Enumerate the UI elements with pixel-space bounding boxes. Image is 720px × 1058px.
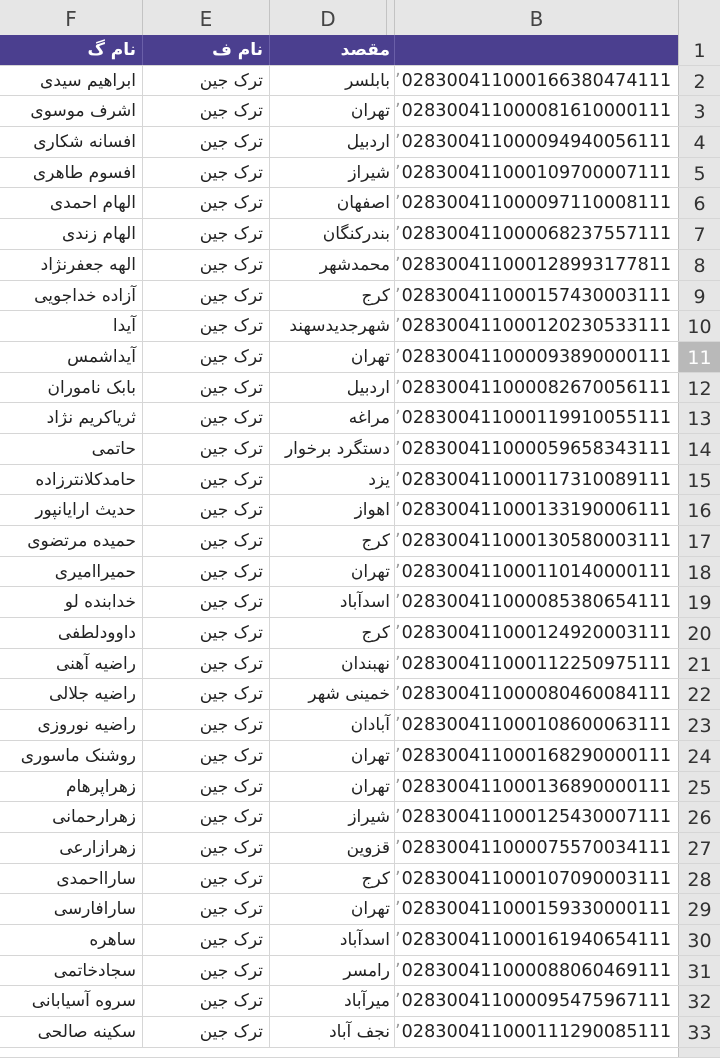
account-number-text: 028300411000109700007111: [401, 162, 672, 183]
cell-account-number[interactable]: [394, 618, 678, 648]
row-number[interactable]: 11: [678, 342, 720, 372]
cell-destination[interactable]: اسدآباد: [269, 587, 394, 617]
account-number-text: 028300411000120230533111: [401, 316, 672, 337]
cell-last-name[interactable]: ترک جین: [142, 618, 269, 648]
cell-first-name[interactable]: روشنک ماسوری: [20, 745, 136, 766]
cell-account-number[interactable]: [394, 956, 678, 986]
table-row: [0, 158, 720, 189]
cell-destination[interactable]: تهران: [269, 741, 394, 771]
table-row: [0, 434, 720, 465]
table-row: [0, 925, 720, 956]
text-prefix-apostrophe-icon: ʼ: [395, 899, 401, 920]
account-number-text: 028300411000168290000111: [401, 745, 672, 766]
cell-account-number[interactable]: [394, 250, 678, 280]
account-number-text: 028300411000080460084111: [401, 684, 672, 705]
account-number-text: 028300411000157430003111: [401, 285, 672, 306]
text-prefix-apostrophe-icon: ʼ: [395, 70, 401, 91]
cell-account-number[interactable]: [394, 158, 678, 188]
text-prefix-apostrophe-icon: ʼ: [395, 745, 401, 766]
table-row: [0, 772, 720, 803]
text-prefix-apostrophe-icon: ʼ: [395, 193, 401, 214]
cell-last-name[interactable]: ترک جین: [142, 679, 269, 709]
cell-last-name[interactable]: ترک جین: [142, 802, 269, 832]
table-row: [0, 864, 720, 895]
cell-account-number[interactable]: [394, 188, 678, 218]
cell-destination[interactable]: دستگرد برخوار: [269, 434, 394, 464]
cell-account-number[interactable]: [394, 833, 678, 863]
cell-first-name[interactable]: راضیه نوروزی: [37, 715, 136, 736]
cell-destination[interactable]: شیراز: [269, 802, 394, 832]
cell-destination[interactable]: تهران: [269, 557, 394, 587]
account-number-text: 028300411000128993177811: [401, 254, 672, 275]
row-number[interactable]: 32: [678, 986, 720, 1016]
cell-account-number[interactable]: [394, 281, 678, 311]
cell-account-number[interactable]: [394, 649, 678, 679]
row-number[interactable]: 25: [678, 772, 720, 802]
account-number-text: 028300411000124920003111: [401, 623, 672, 644]
cell-destination[interactable]: خمینی شهر: [269, 679, 394, 709]
cell-account-number[interactable]: [394, 710, 678, 740]
row-number[interactable]: 29: [678, 894, 720, 924]
cell-account-number[interactable]: [394, 373, 678, 403]
row-number[interactable]: 23: [678, 710, 720, 740]
table-row: [0, 741, 720, 772]
cell-first-name[interactable]: حاتمی: [91, 438, 136, 459]
text-prefix-apostrophe-icon: ʼ: [395, 377, 401, 398]
cell-first-name[interactable]: افسوم طاهری: [32, 162, 136, 183]
column-header-e[interactable]: E: [142, 0, 269, 35]
cell-first-name[interactable]: اشرف موسوی: [30, 101, 136, 122]
cell-first-name[interactable]: حدیث ارایانپور: [35, 500, 136, 521]
cell-last-name[interactable]: ترک جین: [142, 1017, 269, 1047]
table-row: [0, 649, 720, 680]
account-number-text: 028300411000085380654111: [401, 592, 672, 613]
cell-account-number[interactable]: [394, 679, 678, 709]
cell-destination[interactable]: اردبیل: [269, 127, 394, 157]
table-row: [0, 557, 720, 588]
cell-first-name[interactable]: آیداشمس: [67, 346, 136, 367]
cell-account-number[interactable]: [394, 403, 678, 433]
row-number[interactable]: 17: [678, 526, 720, 556]
cell-destination[interactable]: اسدآباد: [269, 925, 394, 955]
cell-destination[interactable]: کرج: [269, 864, 394, 894]
cell-first-name[interactable]: سارااحمدی: [56, 868, 136, 889]
header-cell-destination[interactable]: مقصد: [269, 35, 394, 65]
account-number-text: 028300411000081610000111: [401, 101, 672, 122]
row-number[interactable]: 30: [678, 925, 720, 955]
table-row: [0, 188, 720, 219]
cell-destination[interactable]: محمدشهر: [269, 250, 394, 280]
cell-destination[interactable]: مراغه: [269, 403, 394, 433]
account-number-text: 028300411000095475967111: [401, 991, 672, 1012]
row-number[interactable]: 7: [678, 219, 720, 249]
table-row: [0, 986, 720, 1017]
text-prefix-apostrophe-icon: ʼ: [395, 623, 401, 644]
text-prefix-apostrophe-icon: ʼ: [395, 776, 401, 797]
cell-last-name[interactable]: ترک جین: [142, 373, 269, 403]
row-number[interactable]: 24: [678, 741, 720, 771]
account-number-text: 028300411000136890000111: [401, 776, 672, 797]
cell-first-name[interactable]: ابراهیم سیدی: [40, 70, 136, 91]
row-number[interactable]: 8: [678, 250, 720, 280]
text-prefix-apostrophe-icon: ʼ: [395, 254, 401, 275]
cell-account-number[interactable]: [394, 925, 678, 955]
table-row: [0, 526, 720, 557]
row-number[interactable]: 9: [678, 281, 720, 311]
cell-first-name[interactable]: الهام احمدی: [49, 193, 136, 214]
cell-account-number[interactable]: [394, 465, 678, 495]
cell-destination[interactable]: شهرجدیدسهند: [269, 311, 394, 341]
text-prefix-apostrophe-icon: ʼ: [395, 224, 401, 245]
account-number-text: 028300411000108600063111: [401, 715, 672, 736]
cell-destination[interactable]: نهبندان: [269, 649, 394, 679]
text-prefix-apostrophe-icon: ʼ: [395, 438, 401, 459]
cell-first-name[interactable]: خدابنده لو: [64, 592, 136, 613]
account-number-text: 028300411000117310089111: [401, 469, 672, 490]
cell-destination[interactable]: تهران: [269, 96, 394, 126]
row-number[interactable]: 14: [678, 434, 720, 464]
cell-first-name[interactable]: سارافارسی: [53, 899, 136, 920]
cell-destination[interactable]: قزوین: [269, 833, 394, 863]
account-number-text: 028300411000075570034111: [401, 837, 672, 858]
cell-last-name[interactable]: ترک جین: [142, 710, 269, 740]
account-number-text: 028300411000166380474111: [401, 70, 672, 91]
header-cell-last-name[interactable]: نام ف: [142, 35, 269, 65]
table-row: [0, 66, 720, 97]
row-number[interactable]: [678, 1048, 720, 1057]
cell-last-name[interactable]: ترک جین: [142, 864, 269, 894]
cell-last-name[interactable]: ترک جین: [142, 956, 269, 986]
table-row: [0, 403, 720, 434]
cell-destination[interactable]: تهران: [269, 894, 394, 924]
text-prefix-apostrophe-icon: ʼ: [395, 285, 401, 306]
cell-last-name[interactable]: ترک جین: [142, 281, 269, 311]
cell-first-name[interactable]: ساهره: [89, 929, 136, 950]
cell-last-name[interactable]: ترک جین: [142, 342, 269, 372]
row-number[interactable]: 6: [678, 188, 720, 218]
text-prefix-apostrophe-icon: ʼ: [395, 592, 401, 613]
cell-account-number[interactable]: [394, 587, 678, 617]
row-number[interactable]: 5: [678, 158, 720, 188]
table-row: [0, 219, 720, 250]
cell-destination[interactable]: یزد: [269, 465, 394, 495]
cell-last-name[interactable]: ترک جین: [142, 986, 269, 1016]
cell-first-name[interactable]: سجادخاتمی: [53, 960, 136, 981]
text-prefix-apostrophe-icon: ʼ: [395, 715, 401, 736]
cell-destination[interactable]: رامسر: [269, 956, 394, 986]
cell-destination[interactable]: تهران: [269, 342, 394, 372]
cell-first-name[interactable]: سروه آسیابانی: [31, 991, 136, 1012]
header-cell-b[interactable]: [394, 35, 678, 65]
row-number[interactable]: 10: [678, 311, 720, 341]
cell-last-name[interactable]: ترک جین: [142, 587, 269, 617]
cell-first-name[interactable]: افسانه شکاری: [33, 132, 136, 153]
text-prefix-apostrophe-icon: ʼ: [395, 500, 401, 521]
cell-first-name[interactable]: راضیه جلالی: [48, 684, 136, 705]
table-row: [0, 587, 720, 618]
table-row: [0, 894, 720, 925]
cell-destination[interactable]: بابلسر: [269, 66, 394, 96]
account-number-text: 028300411000059658343111: [401, 438, 672, 459]
cell-account-number[interactable]: [394, 434, 678, 464]
account-number-text: 028300411000130580003111: [401, 531, 672, 551]
cell-destination[interactable]: تهران: [269, 772, 394, 802]
text-prefix-apostrophe-icon: ʼ: [395, 101, 401, 122]
text-prefix-apostrophe-icon: ʼ: [395, 868, 401, 889]
cell-destination[interactable]: کرج: [269, 526, 394, 556]
cell-first-name[interactable]: حمیده مرتضوی: [27, 531, 136, 551]
select-all-corner[interactable]: [678, 0, 720, 35]
cell-first-name[interactable]: ثریاکریم نژاد: [46, 408, 136, 429]
account-number-text: 028300411000094940056111: [401, 132, 672, 153]
cell-last-name[interactable]: ترک جین: [142, 158, 269, 188]
column-header-c-collapsed[interactable]: [386, 0, 394, 35]
text-prefix-apostrophe-icon: ʼ: [395, 162, 401, 183]
row-number[interactable]: 15: [678, 465, 720, 495]
cell-first-name[interactable]: داوودلطفی: [57, 623, 136, 644]
table-row: [0, 802, 720, 833]
cell-last-name[interactable]: ترک جین: [142, 833, 269, 863]
table-row: [0, 710, 720, 741]
cell-account-number[interactable]: [394, 1017, 678, 1047]
account-number-text: 028300411000161940654111: [401, 929, 672, 950]
cell-first-name[interactable]: زهراپرهام: [65, 776, 136, 797]
text-prefix-apostrophe-icon: ʼ: [395, 684, 401, 705]
table-row: [0, 127, 720, 158]
cell-last-name[interactable]: ترک جین: [142, 403, 269, 433]
table-row: [0, 311, 720, 342]
cell-destination[interactable]: اردبیل: [269, 373, 394, 403]
account-number-text: 028300411000082670056111: [401, 377, 672, 398]
cell-last-name[interactable]: ترک جین: [142, 649, 269, 679]
account-number-text: 028300411000110140000111: [401, 561, 672, 582]
row-number[interactable]: 31: [678, 956, 720, 986]
text-prefix-apostrophe-icon: ʼ: [395, 531, 401, 551]
cell-last-name[interactable]: ترک جین: [142, 465, 269, 495]
cell-last-name[interactable]: ترک جین: [142, 219, 269, 249]
cell-last-name[interactable]: ترک جین: [142, 925, 269, 955]
table-row: [0, 373, 720, 404]
cell-first-name[interactable]: الهه جعفرنژاد: [40, 254, 136, 275]
cell-first-name[interactable]: سکینه صالحی: [37, 1022, 136, 1042]
account-number-text: 028300411000111290085111: [401, 1022, 672, 1042]
cell-first-name[interactable]: زهرازارعی: [59, 837, 136, 858]
account-number-text: 028300411000068237557111: [401, 224, 672, 245]
account-number-text: 028300411000093890000111: [401, 346, 672, 367]
cell-destination[interactable]: کرج: [269, 618, 394, 648]
cell-first-name[interactable]: راضیه آهنی: [55, 653, 136, 674]
row-number[interactable]: 21: [678, 649, 720, 679]
cell-last-name[interactable]: ترک جین: [142, 741, 269, 771]
cell-destination[interactable]: کرج: [269, 281, 394, 311]
row-number[interactable]: 4: [678, 127, 720, 157]
cell-grid: [0, 35, 720, 1058]
table-row: [0, 342, 720, 373]
cell-last-name[interactable]: ترک جین: [142, 495, 269, 525]
row-number[interactable]: 27: [678, 833, 720, 863]
cell-account-number[interactable]: [394, 772, 678, 802]
cell-destination[interactable]: میرآباد: [269, 986, 394, 1016]
cell-first-name[interactable]: آیدا: [112, 316, 136, 337]
row-number[interactable]: 13: [678, 403, 720, 433]
cell-first-name[interactable]: زهرارحمانی: [52, 807, 136, 828]
account-number-text: 028300411000125430007111: [401, 807, 672, 828]
cell-last-name[interactable]: ترک جین: [142, 526, 269, 556]
cell-account-number[interactable]: [394, 96, 678, 126]
table-row: [0, 465, 720, 496]
cell-last-name[interactable]: ترک جین: [142, 311, 269, 341]
text-prefix-apostrophe-icon: ʼ: [395, 408, 401, 429]
row-number[interactable]: 3: [678, 96, 720, 126]
table-row-partial: [0, 1048, 720, 1058]
text-prefix-apostrophe-icon: ʼ: [395, 469, 401, 490]
table-row: [0, 956, 720, 987]
account-number-text: 028300411000159330000111: [401, 899, 672, 920]
text-prefix-apostrophe-icon: ʼ: [395, 653, 401, 674]
row-number[interactable]: 16: [678, 495, 720, 525]
column-header-d[interactable]: D: [269, 0, 386, 35]
account-number-text: 028300411000133190006111: [401, 500, 672, 521]
cell-last-name[interactable]: ترک جین: [142, 127, 269, 157]
table-row: [0, 618, 720, 649]
cell-last-name[interactable]: ترک جین: [142, 557, 269, 587]
cell-last-name[interactable]: ترک جین: [142, 894, 269, 924]
row-number[interactable]: 12: [678, 373, 720, 403]
account-number-text: 028300411000088060469111: [401, 960, 672, 981]
table-row: [0, 281, 720, 312]
cell-last-name[interactable]: ترک جین: [142, 250, 269, 280]
cell-account-number[interactable]: [394, 495, 678, 525]
text-prefix-apostrophe-icon: ʼ: [395, 837, 401, 858]
text-prefix-apostrophe-icon: ʼ: [395, 316, 401, 337]
cell-account-number[interactable]: [394, 311, 678, 341]
cell-destination[interactable]: اهواز: [269, 495, 394, 525]
table-row: [0, 250, 720, 281]
account-number-text: 028300411000119910055111: [401, 408, 672, 429]
text-prefix-apostrophe-icon: ʼ: [395, 1022, 401, 1042]
cell-destination[interactable]: آبادان: [269, 710, 394, 740]
cell-account-number[interactable]: [394, 219, 678, 249]
cell-first-name[interactable]: بابک ناموران: [47, 377, 136, 398]
row-number[interactable]: 22: [678, 679, 720, 709]
row-number[interactable]: 26: [678, 802, 720, 832]
table-row: [0, 833, 720, 864]
cell-first-name[interactable]: الهام زندی: [61, 224, 136, 245]
text-prefix-apostrophe-icon: ʼ: [395, 132, 401, 153]
cell-last-name[interactable]: ترک جین: [142, 188, 269, 218]
row-number[interactable]: 19: [678, 587, 720, 617]
cell-last-name[interactable]: ترک جین: [142, 772, 269, 802]
row-number[interactable]: 20: [678, 618, 720, 648]
cell-last-name[interactable]: ترک جین: [142, 96, 269, 126]
cell-account-number[interactable]: [394, 342, 678, 372]
header-cell-first-name[interactable]: نام گ: [0, 35, 142, 65]
row-number[interactable]: 2: [678, 66, 720, 96]
cell-account-number[interactable]: [394, 127, 678, 157]
column-header-bar: [0, 0, 720, 36]
row-number[interactable]: 33: [678, 1017, 720, 1047]
column-header-f[interactable]: F: [65, 7, 77, 31]
cell-account-number[interactable]: [394, 526, 678, 556]
cell-account-number[interactable]: [394, 741, 678, 771]
cell-last-name[interactable]: ترک جین: [142, 66, 269, 96]
column-header-b[interactable]: B: [394, 0, 678, 35]
account-number-text: 028300411000112250975111: [401, 653, 672, 674]
cell-last-name[interactable]: ترک جین: [142, 434, 269, 464]
cell-destination[interactable]: نجف آباد: [269, 1017, 394, 1047]
cell-account-number[interactable]: [394, 66, 678, 96]
cell-account-number[interactable]: [394, 802, 678, 832]
account-number-text: 028300411000107090003111: [401, 868, 672, 889]
row-number[interactable]: 1: [678, 35, 720, 65]
cell-account-number[interactable]: [394, 864, 678, 894]
text-prefix-apostrophe-icon: ʼ: [395, 960, 401, 981]
account-number-text: 028300411000097110008111: [401, 193, 672, 214]
text-prefix-apostrophe-icon: ʼ: [395, 991, 401, 1012]
row-number[interactable]: 28: [678, 864, 720, 894]
cell-first-name[interactable]: حمیراامیری: [54, 561, 136, 582]
cell-first-name[interactable]: آزاده خداجویی: [34, 285, 136, 306]
text-prefix-apostrophe-icon: ʼ: [395, 807, 401, 828]
table-row: [0, 96, 720, 127]
cell-account-number[interactable]: [394, 894, 678, 924]
cell-destination[interactable]: بندرکنگان: [269, 219, 394, 249]
table-row: [0, 679, 720, 710]
text-prefix-apostrophe-icon: ʼ: [395, 561, 401, 582]
cell-destination[interactable]: شیراز: [269, 158, 394, 188]
cell-account-number[interactable]: [394, 986, 678, 1016]
table-row: [0, 1017, 720, 1048]
row-number[interactable]: 18: [678, 557, 720, 587]
cell-destination[interactable]: اصفهان: [269, 188, 394, 218]
text-prefix-apostrophe-icon: ʼ: [395, 929, 401, 950]
cell-first-name[interactable]: حامدکلانترزاده: [35, 469, 136, 490]
text-prefix-apostrophe-icon: ʼ: [395, 346, 401, 367]
table-row: [0, 495, 720, 526]
cell-account-number[interactable]: [394, 557, 678, 587]
table-header-row: [0, 35, 720, 66]
